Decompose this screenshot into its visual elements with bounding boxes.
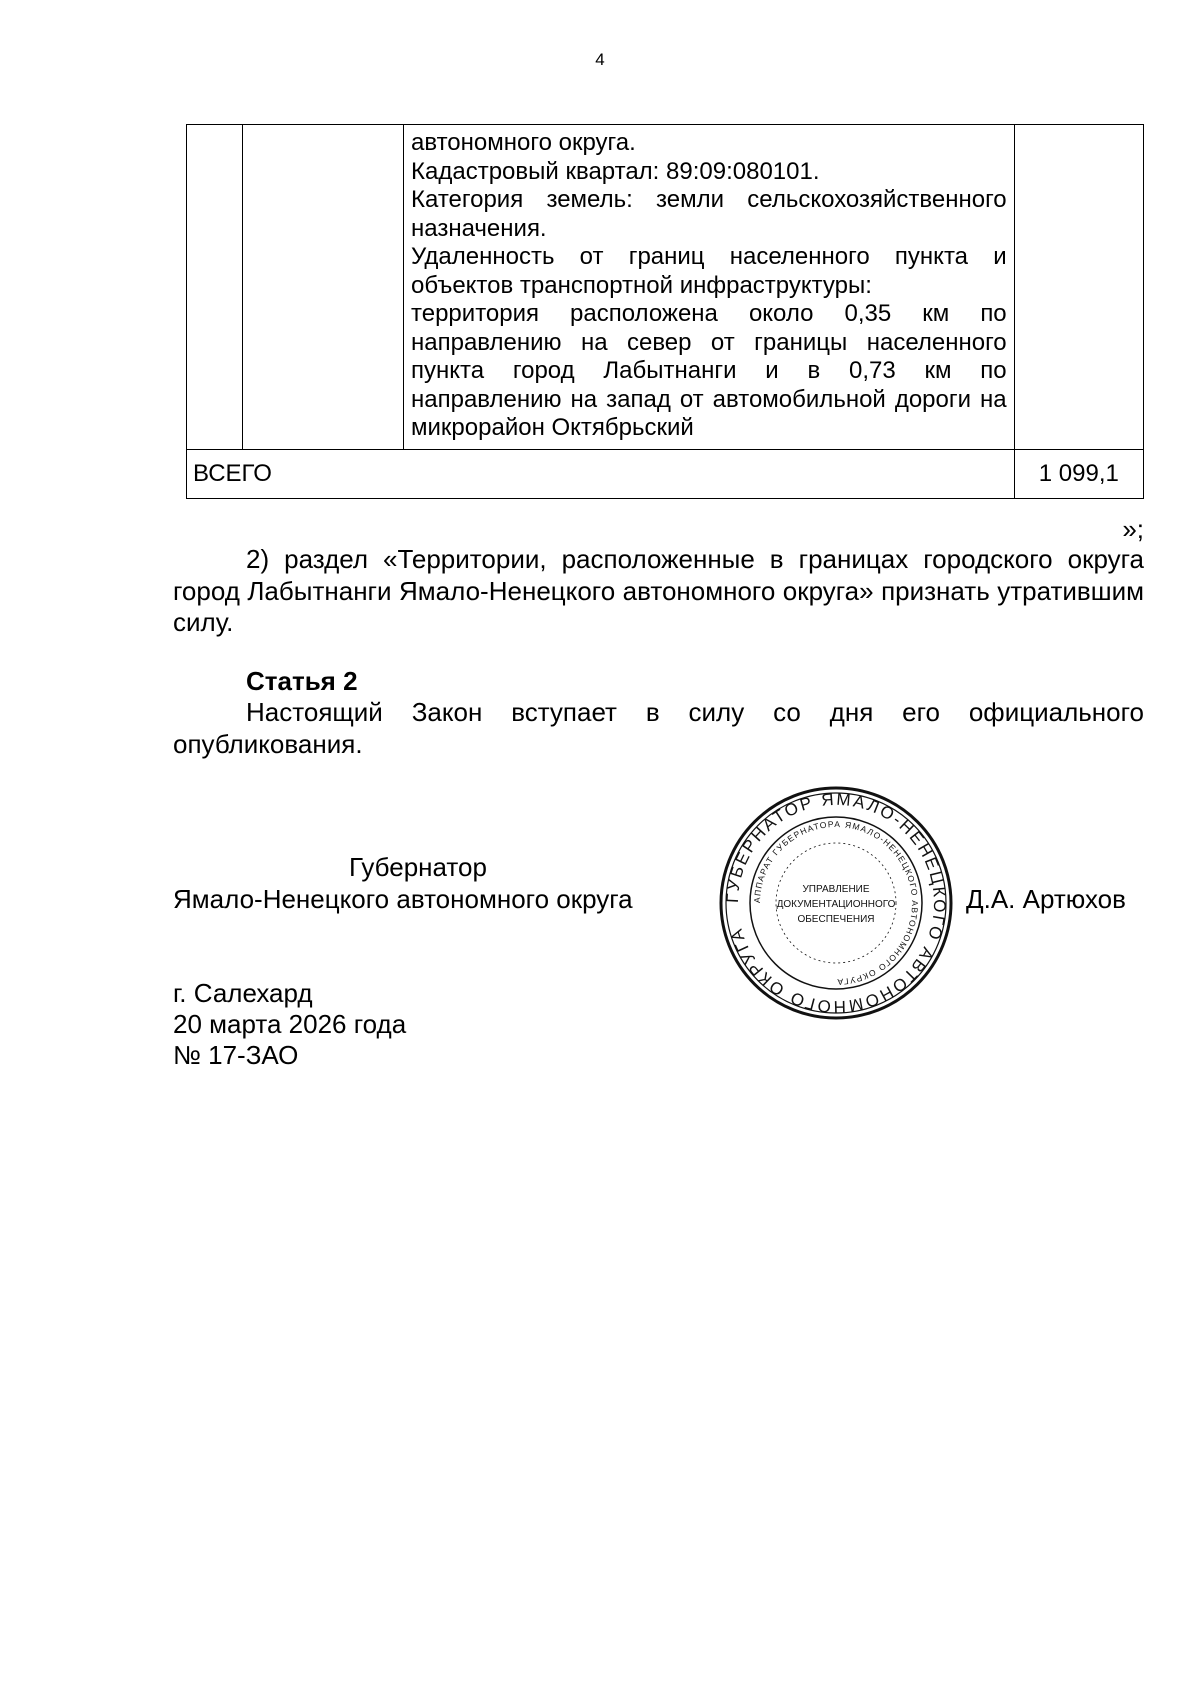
description-line: автономного округа. (411, 129, 636, 156)
amendment-text: 2) раздел «Территории, расположенные в границах городского округа город Лабытнанги Ямало-Ненецкого автономного округа» признать утратившим силу. (173, 544, 1144, 637)
description-line: Категория земель: земли сельскохозяйственного назначения. (411, 186, 1007, 242)
signatory-title: Губернатор (349, 852, 487, 882)
article-paragraph (173, 697, 1144, 760)
description-line: территория расположена около 0,35 км по направлению на север от границы населенного пункта город Лабытнанги и в 0,73 км по направлению на запад от автомобильной дороги на микрорайон Октябрьский (411, 300, 1007, 441)
seal-center-line: УПРАВЛЕНИЕ (802, 884, 870, 895)
seal-outer-text: ГУБЕРНАТОР ЯМАЛО-НЕНЕЦКОГО АВТОНОМНОГО ОКРУГА (722, 789, 950, 1017)
article-text: Настоящий Закон вступает в силу со дня его официального опубликования. (173, 697, 1144, 759)
seal-center-line: ДОКУМЕНТАЦИОННОГО (776, 899, 896, 910)
seal-inner-text: АППАРАТ ГУБЕРНАТОРА ЯМАЛО-НЕНЕЦКОГО АВТОНОМНОГО ОКРУГА (751, 818, 921, 988)
description-line: Удаленность от границ населенного пункта и объектов транспортной инфраструктуры: (411, 243, 1007, 299)
law-number: № 17-ЗАО (173, 1040, 299, 1070)
area-cell (1014, 125, 1143, 450)
territories-table (186, 124, 1144, 499)
row-number-cell (187, 125, 243, 450)
city: г. Салехард (173, 978, 313, 1008)
table-row (187, 125, 1144, 450)
page-number: 4 (595, 50, 605, 69)
date: 20 марта 2026 года (173, 1009, 407, 1039)
closing-quote: »; (1122, 514, 1144, 544)
amendment-paragraph (173, 544, 1144, 639)
article-title: Статья 2 (246, 666, 358, 696)
signatory-name: Д.А. Артюхов (966, 884, 1126, 914)
total-label: ВСЕГО (187, 449, 1015, 499)
description-line: Кадастровый квартал: 89:09:080101. (411, 157, 820, 185)
territory-name-cell (243, 125, 404, 450)
signatory-region: Ямало-Ненецкого автономного округа (173, 884, 633, 914)
total-row (187, 449, 1144, 499)
seal-center-line: ОБЕСПЕЧЕНИЯ (797, 914, 875, 925)
total-value: 1 099,1 (1014, 449, 1143, 499)
territory-description-cell (404, 125, 1015, 450)
place-date-block (173, 978, 406, 1071)
official-seal (718, 785, 954, 1021)
